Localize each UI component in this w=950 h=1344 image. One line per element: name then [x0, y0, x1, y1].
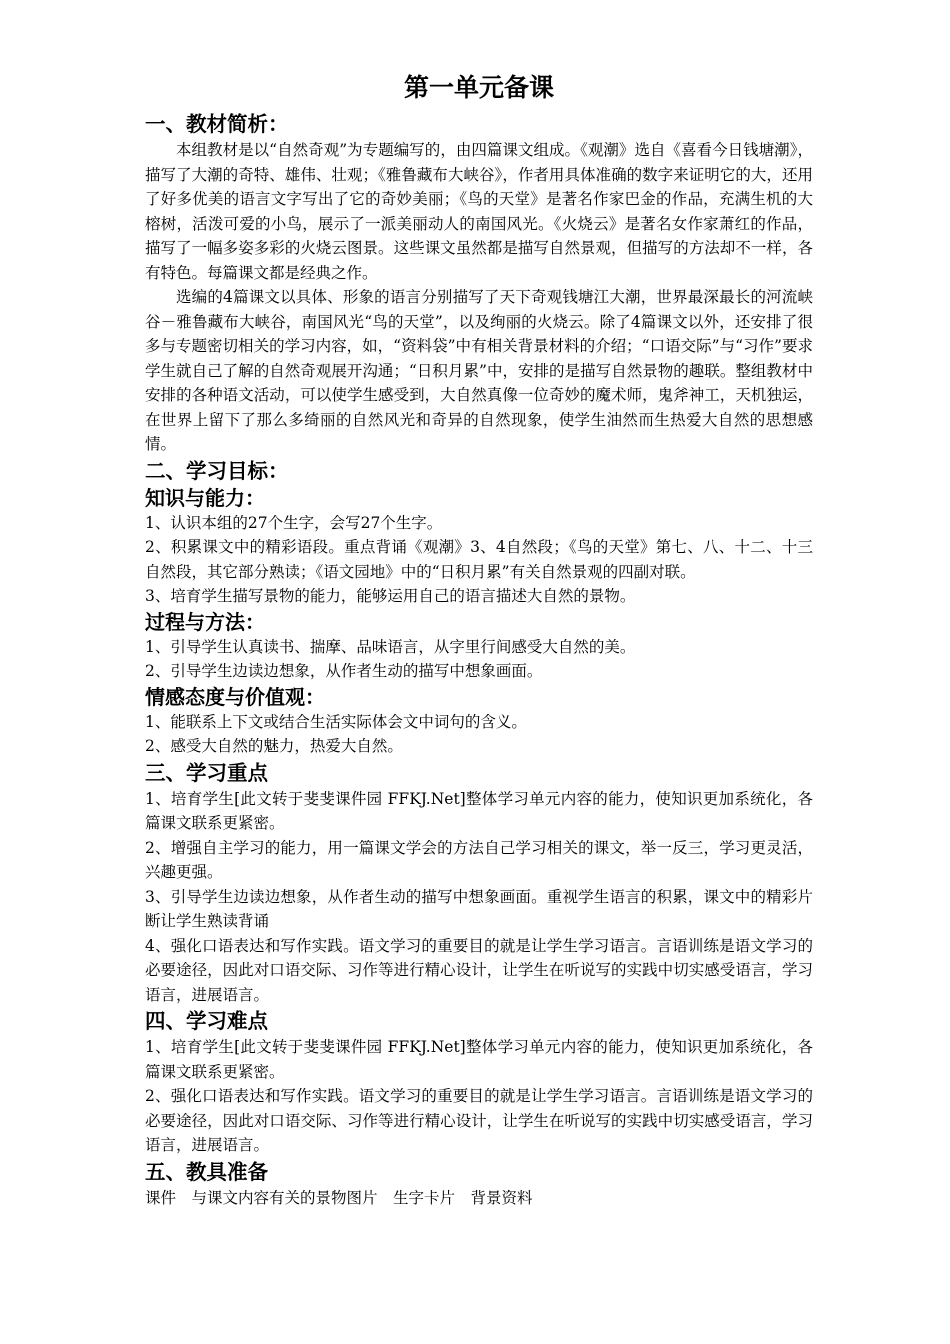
section-heading-materials: 五、教具准备 [145, 1159, 268, 1184]
section-heading-analysis: 一、教材简析： [145, 112, 289, 136]
list-item: 1、培育学生[此文转于斐斐课件园 FFKJ.Net]整体学习单元内容的能力，使知识更加系统化，各篇课文联系更紧密。 [145, 1038, 813, 1081]
materials-text: 课件 与课文内容有关的景物图片 生字卡片 背景资料 [145, 1188, 533, 1207]
document-page [145, 68, 813, 1210]
list-item: 1、引导学生认真读书、揣摩、品味语言，从字里行间感受大自然的美。 [145, 637, 636, 656]
paragraph: 本组教材是以“自然奇观”为专题编写的，由四篇课文组成。《观潮》选自《喜看今日钱塘潮》，描写了大潮的奇特、雄伟、壮观；《雅鲁藏布大峡谷》，作者用具体准确的数字来证明它的大，还用了好多优美的语言文字写出了它的奇妙美丽；《鸟的天堂》是著名作家巴金的作品，充满生机的大榕树，活泼可爱的小鸟，展示了一派美丽动人的南国风光。《火烧云》是著名女作家萧红的作品，描写了一幅多姿多彩的火烧云图景。这些课文虽然都是描写自然景观，但描写的方法却不一样，各有特色。每篇课文都是经典之作。 [145, 141, 813, 282]
emotion-list [145, 710, 813, 759]
difficulties-list [145, 1035, 813, 1158]
list-item: 4、强化口语表达和写作实践。语文学习的重要目的就是让学生学习语言。言语训练是语文学习的必要途径，因此对口语交际、习作等进行精心设计，让学生在听说写的实践中切实感受语言，学习语言，进展语言。 [145, 936, 813, 1004]
list-item: 1、能联系上下文或结合生活实际体会文中词句的含义。 [145, 712, 527, 731]
process-list [145, 635, 813, 684]
list-item: 2、积累课文中的精彩语段。重点背诵《观潮》3、4自然段；《鸟的天堂》第七、八、十二、十三自然段，其它部分熟读；《语文园地》中的“日积月累”有关自然景观的四副对联。 [145, 538, 813, 581]
list-item: 1、培育学生[此文转于斐斐课件园 FFKJ.Net]整体学习单元内容的能力，使知识更加系统化，各篇课文联系更紧密。 [145, 789, 813, 832]
subheading-emotion: 情感态度与价值观： [145, 684, 325, 709]
list-item: 3、引导学生边读边想象，从作者生动的描写中想象画面。重视学生语言的积累，课文中的精彩片断让学生熟读背诵 [145, 887, 813, 930]
list-item: 1、认识本组的27个生字，会写27个生字。 [145, 513, 443, 532]
list-item: 2、强化口语表达和写作实践。语文学习的重要目的就是让学生学习语言。言语训练是语文学习的必要途径，因此对口语交际、习作等进行精心设计，让学生在听说写的实践中切实感受语言，学习语言，进展语言。 [145, 1087, 813, 1154]
list-item: 2、感受大自然的魅力，热爱大自然。 [145, 737, 403, 755]
list-item: 3、培育学生描写景物的能力，能够运用自己的语言描述大自然的景物。 [145, 587, 636, 605]
subheading-knowledge: 知识与能力： [145, 485, 265, 510]
paragraph: 选编的4篇课文以具体、形象的语言分别描写了天下奇观钱塘江大潮，世界最深最长的河流峡谷－雅鲁藏布大峡谷，南国风光“鸟的天堂”，以及绚丽的火烧云。除了4篇课文以外，还安排了很多与专题密切相关的学习内容，如，“资料袋”中有相关背景材料的介绍；“口语交际”与“习作”要求学生就自己了解的自然奇观展开沟通；“日积月累”中，安排的是描写自然景物的趣联。整组教材中安排的各种语文活动，可以使学生感受到，大自然真像一位奇妙的魔术师，鬼斧神工，天机独运，在世界上留下了那么多绮丽的自然风光和奇异的自然现象，使学生油然而生热爱大自然的思想感情。 [145, 288, 813, 453]
knowledge-list [145, 511, 813, 609]
subheading-process: 过程与方法： [145, 609, 265, 634]
list-item: 2、引导学生边读边想象，从作者生动的描写中想象画面。 [145, 662, 543, 680]
section-heading-difficulties: 四、学习难点 [145, 1009, 268, 1033]
key-points-list [145, 787, 813, 1008]
section-heading-key-points: 三、学习重点 [145, 760, 268, 785]
page-title: 第一单元备课 [403, 73, 554, 102]
section-heading-goals: 二、学习目标： [145, 458, 289, 483]
list-item: 2、增强自主学习的能力，用一篇课文学会的方法自己学习相关的课文，举一反三，学习更灵活，兴趣更强。 [145, 838, 813, 881]
